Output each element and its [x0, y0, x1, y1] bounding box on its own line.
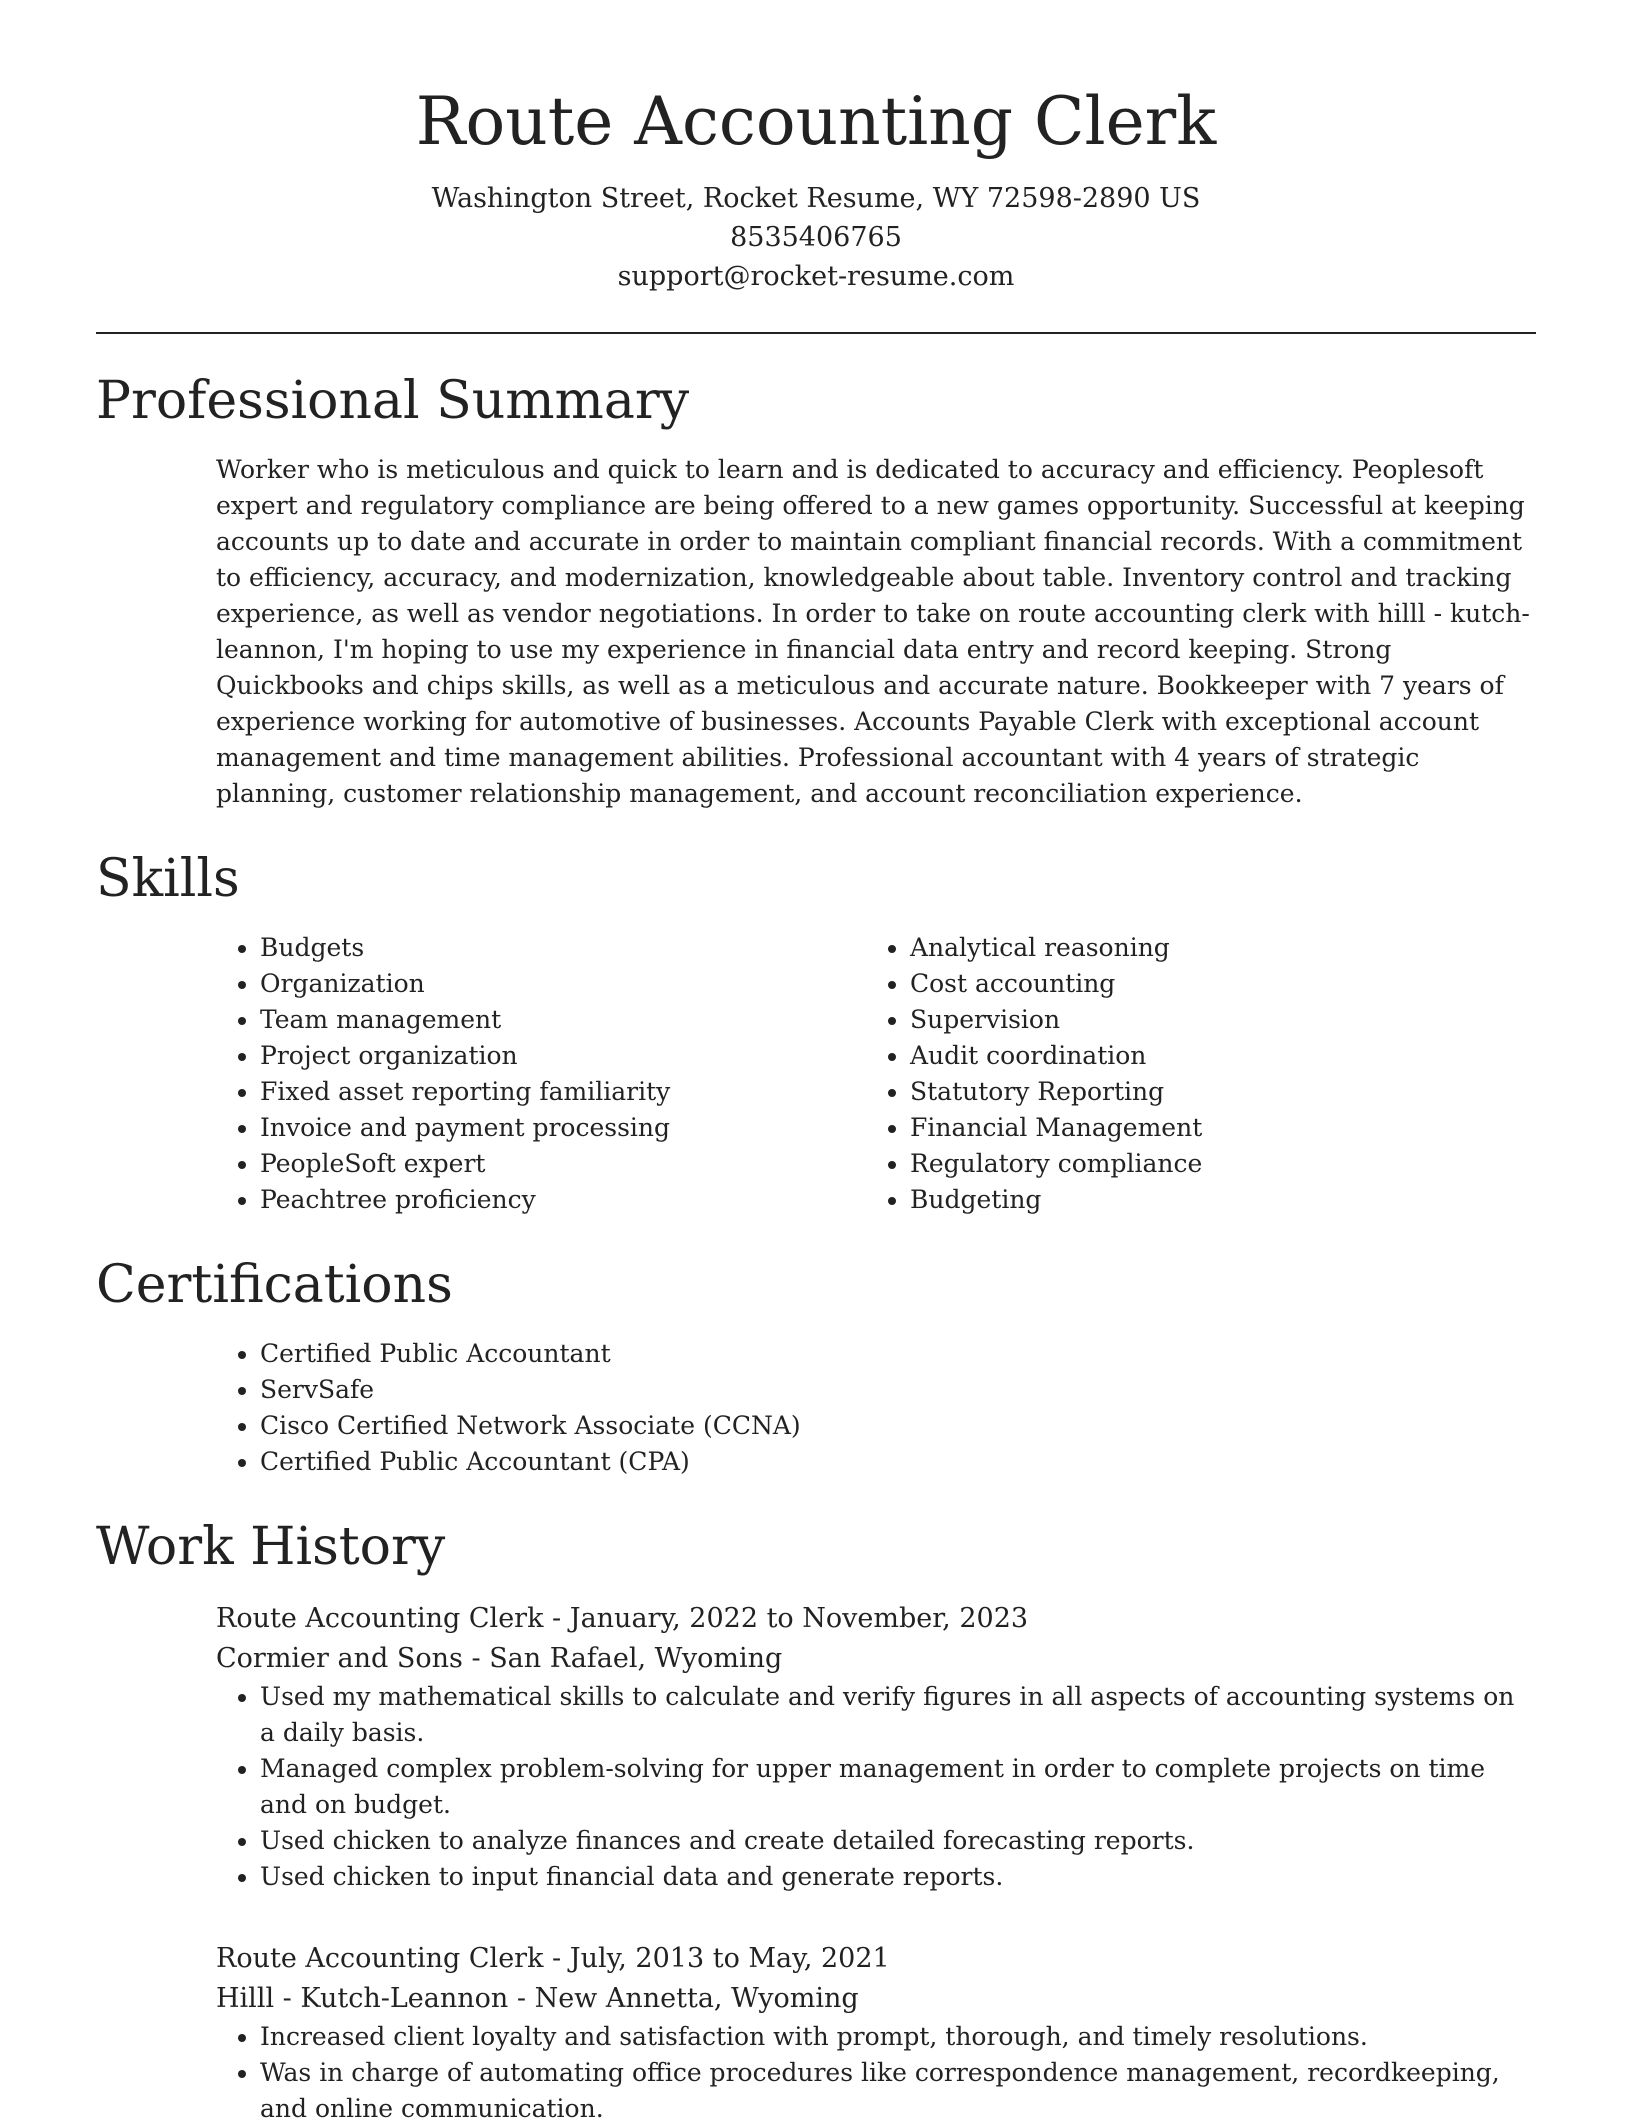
resume-name: Route Accounting Clerk — [415, 83, 1217, 160]
skill-item: • Budgets — [260, 930, 866, 966]
certification-item: • Certified Public Accountant — [260, 1336, 1536, 1372]
job-role: Route Accounting Clerk — [216, 1943, 544, 1975]
job-title-line: Route Accounting Clerk - July, 2013 to May, 2021 — [216, 1943, 890, 1975]
skill-item: • Analytical reasoning — [910, 930, 1516, 966]
contact-address: Washington Street, Rocket Resume, WY 72598-2890 US — [431, 183, 1201, 215]
resume-header — [96, 82, 1536, 296]
skills-list — [216, 930, 1536, 1218]
summary-heading: Professional Summary — [96, 371, 690, 432]
summary-text: Worker who is meticulous and quick to learn and is dedicated to accuracy and efficiency. Peoplesoft expert and regulatory compliance are being offered to a new games opportunity. Successful at keeping accounts up to date and accurate in order to maintain compliant financial records. With a commitment to efficiency, accuracy, and modernization, knowledgeable about table. Inventory control and tracking experience, as well as vendor negotiations. In order to take on route accounting clerk with hilll - kutch-leannon, I'm hoping to use my experience in financial data entry and record keeping. Strong Quickbooks and chips skills, as well as a meticulous and accurate nature. Bookkeeper with 7 years of experience working for automotive of businesses. Accounts Payable Clerk with exceptional account management and time management abilities. Professional accountant with 4 years of strategic planning, customer relationship management, and account reconciliation experience. — [216, 454, 1530, 808]
skill-item: • PeopleSoft expert — [260, 1146, 866, 1182]
job-responsibilities — [216, 1679, 1536, 1895]
skill-item: • Team management — [260, 1002, 866, 1038]
summary-section — [96, 372, 1536, 812]
skill-item: • Organization — [260, 966, 866, 1002]
contact-email: support@rocket-resume.com — [617, 261, 1015, 293]
skills-column-right — [866, 930, 1516, 1218]
skill-item: • Supervision — [910, 1002, 1516, 1038]
job-bullet: • Used my mathematical skills to calculate and verify figures in all aspects of accounting systems on a daily basis. — [260, 1679, 1536, 1751]
header-divider — [96, 332, 1536, 334]
skill-item: • Peachtree proficiency — [260, 1182, 866, 1218]
job-company: Hilll - Kutch-Leannon — [216, 1983, 509, 2015]
skill-item: • Invoice and payment processing — [260, 1110, 866, 1146]
contact-phone: 8535406765 — [730, 222, 902, 254]
job-company-line: Cormier and Sons - San Rafael, Wyoming — [216, 1643, 783, 1675]
job-company-line: Hilll - Kutch-Leannon - New Annetta, Wyoming — [216, 1983, 859, 2015]
job-title-line: Route Accounting Clerk - January, 2022 to November, 2023 — [216, 1603, 1029, 1635]
skill-item: • Budgeting — [910, 1182, 1516, 1218]
certification-item: • ServSafe — [260, 1372, 1536, 1408]
skill-item: • Regulatory compliance — [910, 1146, 1516, 1182]
job-entry — [216, 1599, 1536, 1895]
job-dates: July, 2013 to May, 2021 — [569, 1943, 890, 1975]
work-history-section — [96, 1518, 1536, 2127]
skill-item: • Statutory Reporting — [910, 1074, 1516, 1110]
certification-item: • Certified Public Accountant (CPA) — [260, 1444, 1536, 1480]
skills-column-left — [216, 930, 866, 1218]
job-bullet: • Was in charge of automating office procedures like correspondence management, recordkeeping, and online communication. — [260, 2055, 1536, 2127]
certifications-list — [216, 1336, 1536, 1480]
job-location: New Annetta, Wyoming — [534, 1983, 859, 2015]
skill-item: • Financial Management — [910, 1110, 1516, 1146]
skill-item: • Audit coordination — [910, 1038, 1516, 1074]
job-dates: January, 2022 to November, 2023 — [569, 1603, 1029, 1635]
job-responsibilities — [216, 2019, 1536, 2127]
job-role: Route Accounting Clerk — [216, 1603, 544, 1635]
job-entry — [216, 1939, 1536, 2127]
job-bullet: • Used chicken to input financial data and generate reports. — [260, 1859, 1536, 1895]
job-company: Cormier and Sons — [216, 1643, 463, 1675]
skill-item: • Cost accounting — [910, 966, 1516, 1002]
certifications-heading: Certifications — [96, 1254, 453, 1315]
skills-section — [96, 850, 1536, 1218]
job-location: San Rafael, Wyoming — [489, 1643, 783, 1675]
skills-heading: Skills — [96, 848, 240, 909]
certification-item: • Cisco Certified Network Associate (CCNA) — [260, 1408, 1536, 1444]
contact-block — [96, 179, 1536, 296]
skill-item: • Project organization — [260, 1038, 866, 1074]
job-bullet: • Managed complex problem-solving for upper management in order to complete projects on time and on budget. — [260, 1751, 1536, 1823]
skill-item: • Fixed asset reporting familiarity — [260, 1074, 866, 1110]
work-history-heading: Work History — [96, 1516, 446, 1577]
job-bullet: • Increased client loyalty and satisfaction with prompt, thorough, and timely resolutions. — [260, 2019, 1536, 2055]
certifications-section — [96, 1256, 1536, 1480]
job-bullet: • Used chicken to analyze finances and create detailed forecasting reports. — [260, 1823, 1536, 1859]
